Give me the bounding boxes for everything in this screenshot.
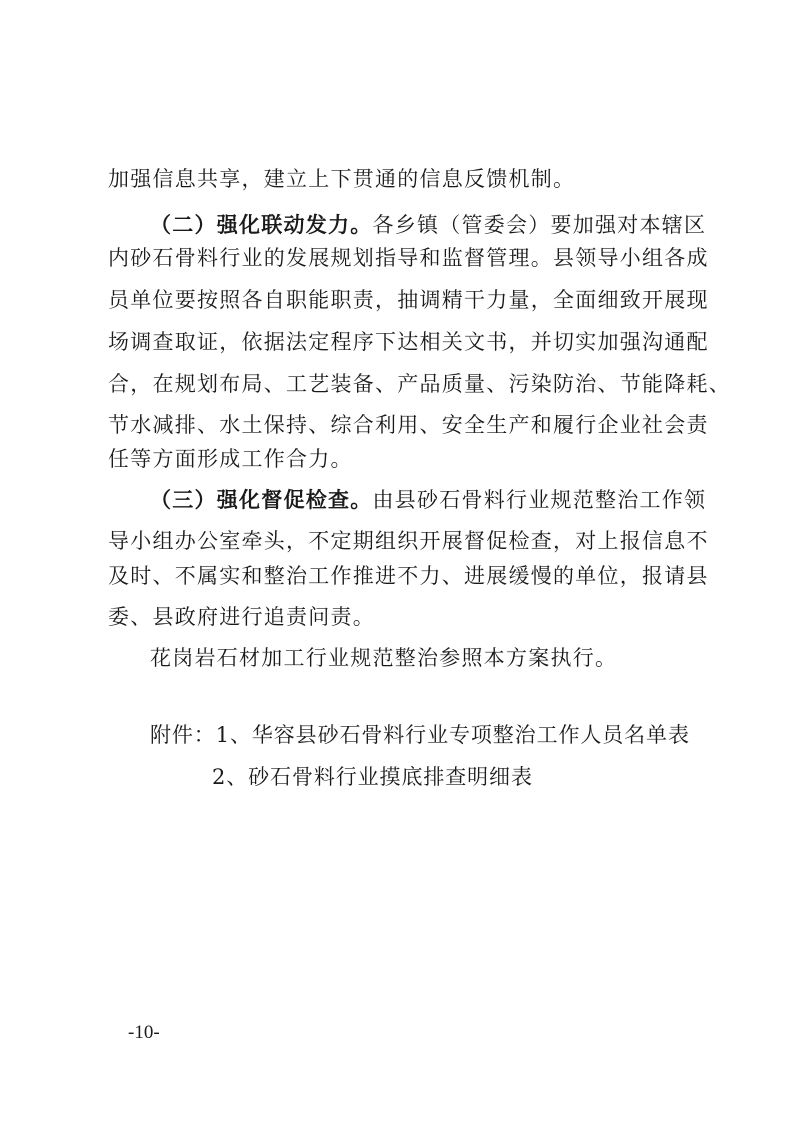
section-heading: （三）强化督促检查。	[150, 488, 373, 512]
paragraph-line: 内砂石骨料行业的发展规划指导和监督管理。县领导小组各成	[108, 246, 709, 270]
paragraph-text: 各乡镇（管委会）要加强对本辖区	[372, 213, 707, 237]
paragraph-line: 场调查取证，依据法定程序下达相关文书，并切实加强沟通配	[108, 330, 709, 354]
paragraph-line	[150, 207, 706, 243]
paragraph-line: 花岗岩石材加工行业规范整治参照本方案执行。	[150, 646, 618, 670]
paragraph-line: 及时、不属实和整治工作推进不力、进展缓慢的单位，报请县	[108, 564, 709, 588]
attachment-item: 2、砂石骨料行业摸底排查明细表	[212, 765, 533, 789]
paragraph-line: 委、县政府进行追责问责。	[108, 605, 375, 629]
attachment-line	[150, 717, 690, 753]
paragraph-line: 员单位要按照各自职能职责，抽调精干力量，全面细致开展现	[108, 288, 709, 312]
paragraph-line: 导小组办公室牵头，不定期组织开展督促检查，对上报信息不	[108, 529, 709, 553]
attachment-item: 1、华容县砂石骨料行业专项整治工作人员名单表	[215, 723, 690, 747]
paragraph-line: 加强信息共享，建立上下贯通的信息反馈机制。	[108, 167, 576, 191]
section-heading: （二）强化联动发力。	[150, 213, 373, 237]
paragraph-line: 合，在规划布局、工艺装备、产品质量、污染防治、节能降耗、	[108, 372, 731, 396]
paragraph-line: 任等方面形成工作合力。	[108, 447, 353, 471]
page-number: -10-	[128, 1022, 160, 1043]
paragraph-line	[150, 482, 706, 518]
paragraph-line: 节水减排、水土保持、综合利用、安全生产和履行企业社会责	[108, 413, 709, 437]
paragraph-text: 由县砂石骨料行业规范整治工作领	[372, 488, 707, 512]
attachment-label: 附件：	[150, 723, 216, 747]
